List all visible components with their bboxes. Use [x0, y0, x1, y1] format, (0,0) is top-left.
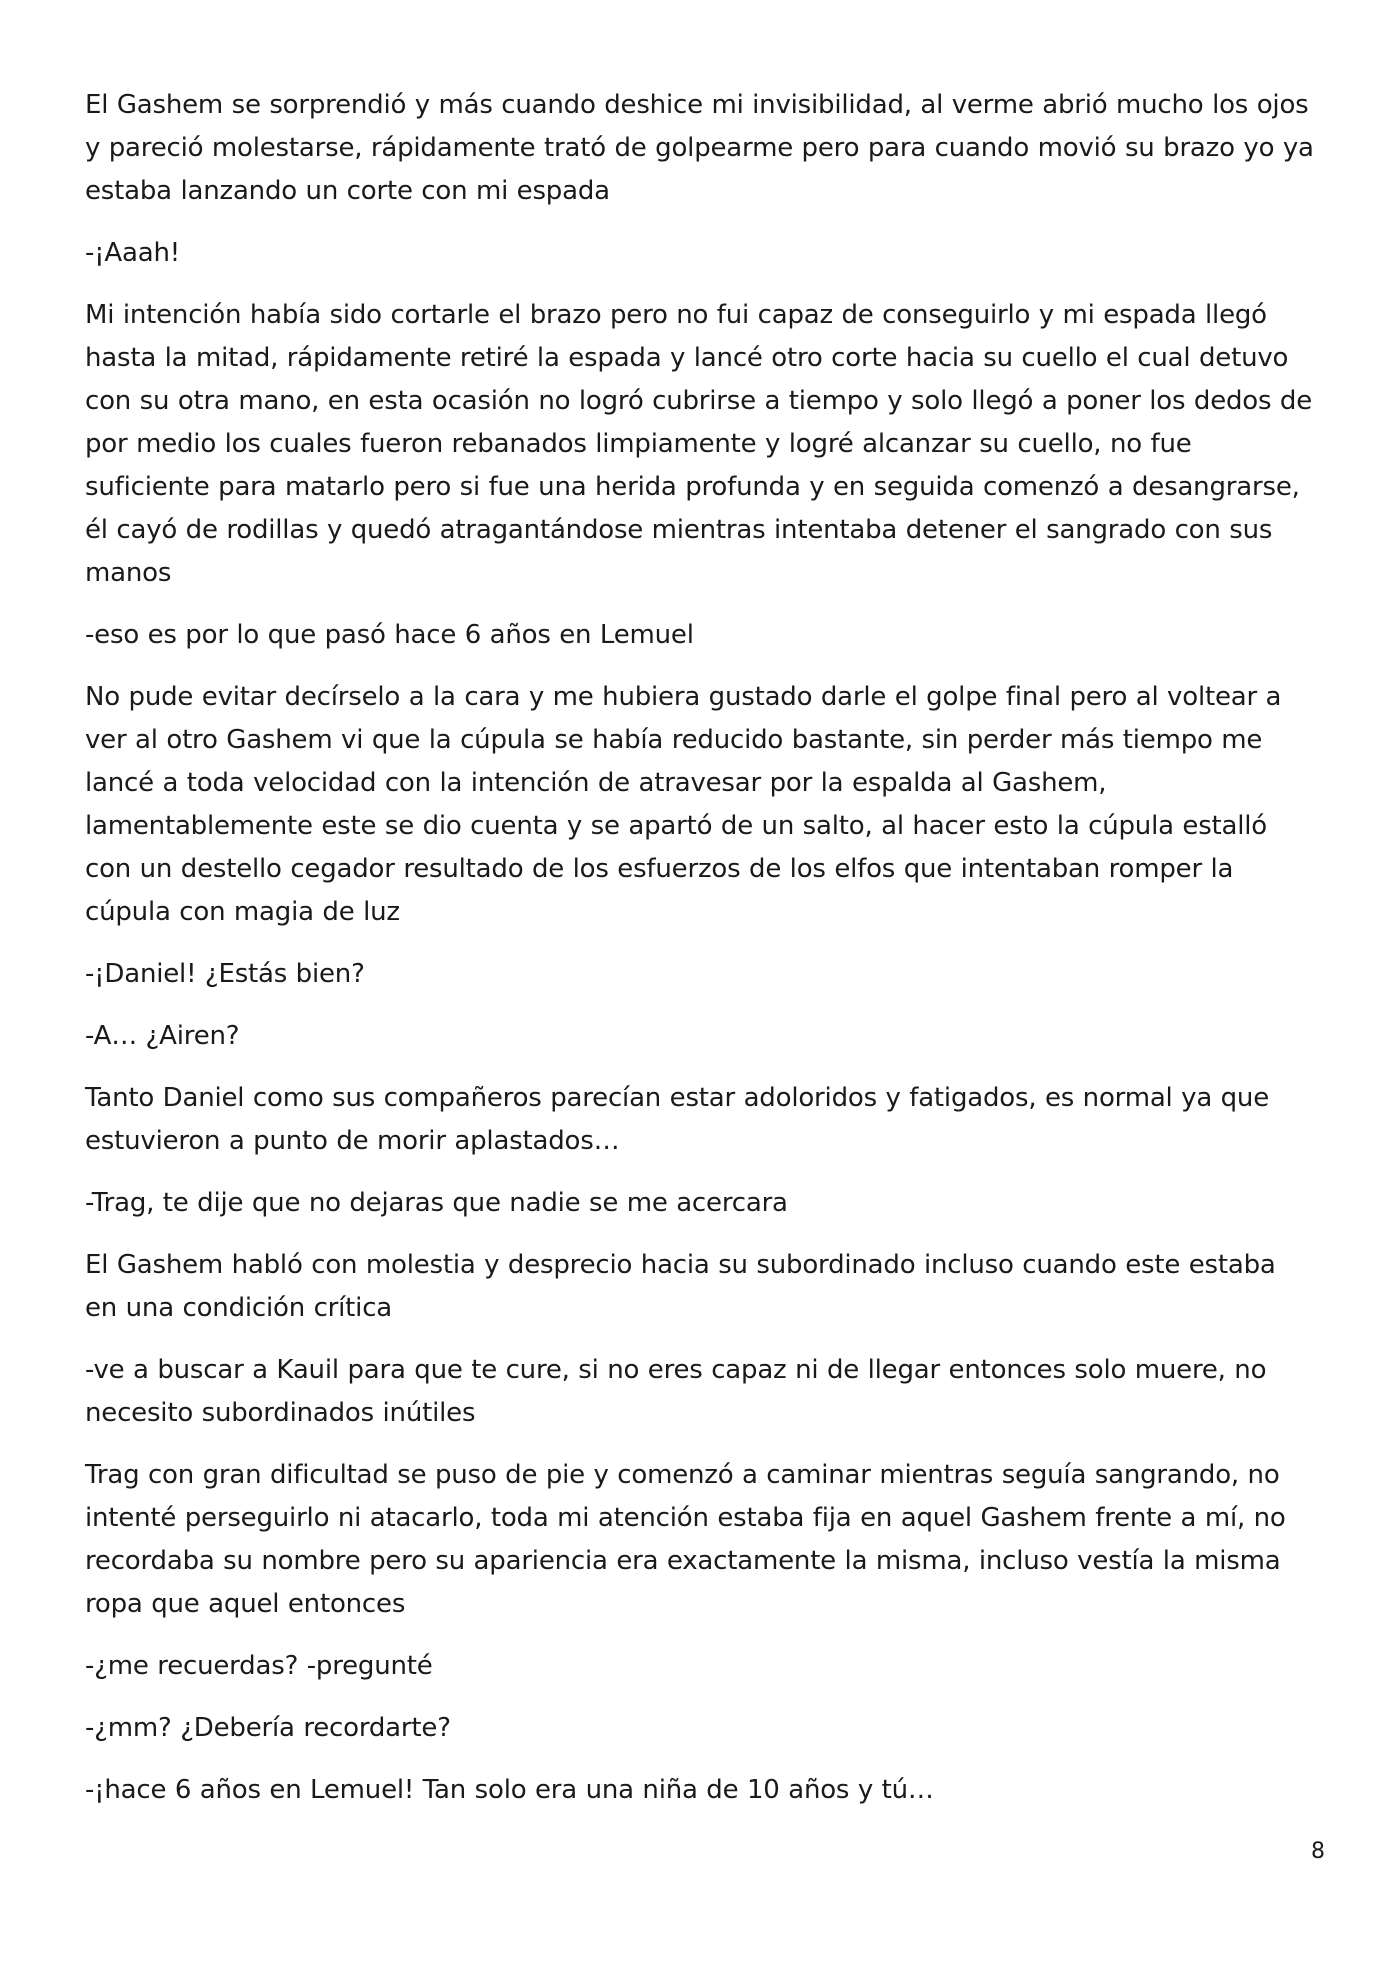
paragraph: -¡Aaah!	[85, 238, 180, 268]
document-body	[85, 84, 1315, 1831]
paragraph: -ve a buscar a Kauil para que te cure, si no eres capaz ni de llegar entonces solo muere, no necesito subordinados inútiles	[85, 1355, 1267, 1428]
paragraph: El Gashem se sorprendió y más cuando deshice mi invisibilidad, al verme abrió mucho los ojos y pareció molestarse, rápidamente trató de golpearme pero para cuando movió su brazo yo ya estaba lanzando un corte con mi espada	[85, 90, 1314, 206]
paragraph: -Trag, te dije que no dejaras que nadie se me acercara	[85, 1188, 788, 1218]
paragraph: -¿me recuerdas? -pregunté	[85, 1651, 433, 1681]
paragraph: El Gashem habló con molestia y desprecio hacia su subordinado incluso cuando este estaba en una condición crítica	[85, 1250, 1276, 1323]
paragraph: -¿mm? ¿Debería recordarte?	[85, 1713, 451, 1743]
paragraph: -eso es por lo que pasó hace 6 años en Lemuel	[85, 620, 694, 650]
paragraph: -A… ¿Airen?	[85, 1021, 240, 1051]
paragraph: Trag con gran dificultad se puso de pie y comenzó a caminar mientras seguía sangrando, no intenté perseguirlo ni atacarlo, toda mi atención estaba fija en aquel Gashem frente a mí, no recordaba su nombre pero su apariencia era exactamente la misma, incluso vestía la misma ropa que aquel entonces	[85, 1460, 1286, 1619]
paragraph: -¡hace 6 años en Lemuel! Tan solo era una niña de 10 años y tú…	[85, 1775, 934, 1805]
page-number: 8	[1311, 1839, 1325, 1864]
paragraph: Tanto Daniel como sus compañeros parecían estar adoloridos y fatigados, es normal ya que estuvieron a punto de morir aplastados…	[85, 1083, 1269, 1156]
paragraph: -¡Daniel! ¿Estás bien?	[85, 959, 365, 989]
paragraph: Mi intención había sido cortarle el brazo pero no fui capaz de conseguirlo y mi espada llegó hasta la mitad, rápidamente retiré la espada y lancé otro corte hacia su cuello el cual detuvo con su otra mano, en esta ocasión no logró cubrirse a tiempo y solo llegó a poner los dedos de por medio los cuales fueron rebanados limpiamente y logré alcanzar su cuello, no fue suficiente para matarlo pero si fue una herida profunda y en seguida comenzó a desangrarse, él cayó de rodillas y quedó atragantándose mientras intentaba detener el sangrado con sus manos	[85, 300, 1313, 588]
paragraph: No pude evitar decírselo a la cara y me hubiera gustado darle el golpe final pero al voltear a ver al otro Gashem vi que la cúpula se había reducido bastante, sin perder más tiempo me lancé a toda velocidad con la intención de atravesar por la espalda al Gashem, lamentablemente este se dio cuenta y se apartó de un salto, al hacer esto la cúpula estalló con un destello cegador resultado de los esfuerzos de los elfos que intentaban romper la cúpula con magia de luz	[85, 682, 1282, 927]
